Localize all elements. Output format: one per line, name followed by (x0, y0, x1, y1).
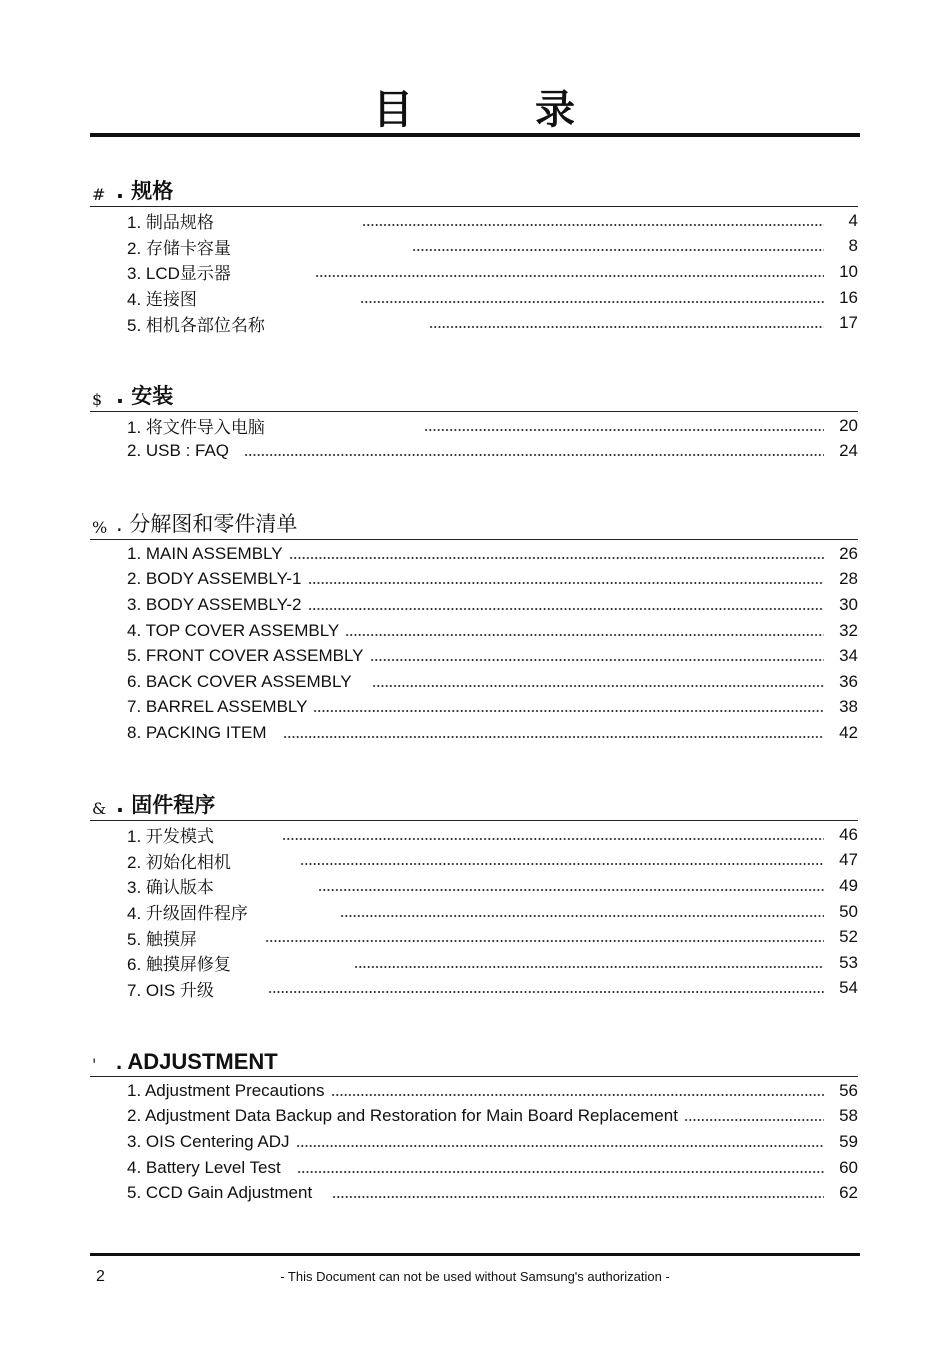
section-title: . 分解图和零件清单 (116, 512, 298, 536)
toc-leader-dots (345, 625, 824, 637)
section-specifications (90, 176, 858, 336)
toc-entry-page: 59 (839, 1131, 858, 1151)
toc-entry-page: 49 (839, 875, 858, 895)
toc-leader-dots (340, 906, 824, 918)
section-heading (90, 1046, 858, 1077)
toc-entry-label: 2. USB : FAQ (127, 441, 230, 461)
toc-entry[interactable] (90, 924, 858, 950)
toc-leader-dots (313, 701, 824, 713)
toc-entry[interactable] (90, 695, 858, 721)
toc-leader-dots (244, 445, 824, 457)
toc-entry-label: 5. 触摸屏 (127, 929, 197, 949)
section-firmware (90, 790, 858, 1001)
toc-entry[interactable] (90, 873, 858, 899)
page-number: 2 (96, 1268, 105, 1285)
toc-entry-page: 47 (839, 850, 858, 870)
footer-rule (90, 1253, 860, 1256)
toc-entry-page: 56 (839, 1080, 858, 1100)
toc-entry[interactable] (90, 439, 858, 465)
toc-entry-label: 1. MAIN ASSEMBLY (127, 543, 283, 563)
toc-leader-dots (684, 1110, 824, 1122)
toc-leader-dots (308, 573, 825, 585)
section-installation (90, 381, 858, 464)
toc-entry[interactable] (90, 899, 858, 925)
toc-leader-dots (332, 1187, 824, 1199)
toc-entry-page: 17 (839, 313, 858, 333)
toc-leader-dots (289, 548, 824, 560)
toc-entry-label: 5. FRONT COVER ASSEMBLY (127, 646, 364, 666)
section-heading (90, 509, 858, 540)
toc-entry[interactable] (90, 1129, 858, 1155)
toc-entry-page: 52 (839, 927, 858, 947)
toc-entry-page: 24 (839, 441, 858, 461)
toc-entry[interactable] (90, 310, 858, 336)
toc-entry-label: 2. Adjustment Data Backup and Restoration for Main Board Replacement (127, 1106, 678, 1126)
toc-entry-page: 60 (839, 1157, 858, 1177)
toc-entry-page: 30 (839, 594, 858, 614)
section-marker: # (92, 185, 106, 204)
toc-entry-label: 1. Adjustment Precautions (127, 1080, 325, 1100)
toc-entry[interactable] (90, 208, 858, 234)
toc-entry[interactable] (90, 976, 858, 1002)
toc-entry[interactable] (90, 1180, 858, 1206)
toc-leader-dots (429, 317, 824, 329)
toc-entry-label: 2. BODY ASSEMBLY-1 (127, 569, 302, 589)
section-title: . 安装 (116, 384, 174, 408)
section-title: . 固件程序 (116, 793, 216, 817)
page-title-char-1: 目 (373, 87, 415, 133)
toc-leader-dots (265, 931, 824, 943)
page-title (0, 78, 950, 135)
toc-leader-dots (296, 1136, 824, 1148)
section-exploded-view (90, 509, 858, 746)
toc-leader-dots (370, 650, 825, 662)
section-marker: & (92, 799, 107, 818)
toc-entry-label: 4. 升级固件程序 (127, 904, 248, 924)
toc-entry[interactable] (90, 618, 858, 644)
toc-entry-label: 4. Battery Level Test (127, 1157, 281, 1177)
toc-entry-page: 62 (839, 1183, 858, 1203)
toc-entry-page: 20 (839, 415, 858, 435)
section-heading (90, 176, 858, 207)
toc-entry[interactable] (90, 541, 858, 567)
toc-entry[interactable] (90, 592, 858, 618)
toc-entry-page: 26 (839, 543, 858, 563)
toc-entry-page: 38 (839, 697, 858, 717)
toc-entry[interactable] (90, 234, 858, 260)
toc-entry-page: 10 (839, 261, 858, 281)
toc-leader-dots (362, 215, 824, 227)
toc-entry[interactable] (90, 413, 858, 439)
toc-entry-label: 3. OIS Centering ADJ (127, 1131, 290, 1151)
toc-entry-label: 6. BACK COVER ASSEMBLY (127, 671, 352, 691)
toc-entry-label: 7. OIS 升级 (127, 980, 214, 1000)
toc-entry-label: 3. BODY ASSEMBLY-2 (127, 594, 302, 614)
section-adjustment (90, 1046, 858, 1206)
toc-entry[interactable] (90, 848, 858, 874)
toc-leader-dots (354, 957, 824, 969)
toc-entry-page: 8 (848, 236, 858, 256)
toc-leader-dots (331, 1085, 824, 1097)
toc-entry-label: 3. LCD显示器 (127, 264, 231, 284)
title-rule (90, 133, 860, 137)
toc-entry[interactable] (90, 1155, 858, 1181)
toc-entry-label: 6. 触摸屏修复 (127, 955, 231, 975)
toc-leader-dots (360, 292, 824, 304)
toc-entry-page: 28 (839, 569, 858, 589)
toc-leader-dots (318, 880, 824, 892)
toc-entry-label: 2. 初始化相机 (127, 852, 231, 872)
footer-note: - This Document can not be used without Samsung's authorization - (280, 1269, 670, 1284)
toc-entry[interactable] (90, 720, 858, 746)
toc-entry-page: 54 (839, 978, 858, 998)
section-heading (90, 381, 858, 412)
section-marker: % (92, 518, 108, 537)
toc-entry-label: 4. 连接图 (127, 290, 197, 310)
toc-entry-page: 32 (839, 620, 858, 640)
section-title: . 规格 (116, 179, 174, 203)
toc-leader-dots (297, 1162, 824, 1174)
section-marker: ' (92, 1055, 97, 1074)
toc-entry-page: 16 (839, 287, 858, 307)
toc-entry-label: 4. TOP COVER ASSEMBLY (127, 620, 340, 640)
toc-entry[interactable] (90, 822, 858, 848)
toc-leader-dots (283, 727, 825, 739)
toc-entry-label: 3. 确认版本 (127, 878, 214, 898)
toc-entry[interactable] (90, 669, 858, 695)
toc-entry-page: 4 (848, 210, 858, 230)
toc-entry-page: 36 (839, 671, 858, 691)
toc-leader-dots (315, 266, 824, 278)
toc-entry-page: 34 (839, 646, 858, 666)
toc-entry-page: 53 (839, 952, 858, 972)
section-heading (90, 790, 858, 821)
toc-entry-label: 5. CCD Gain Adjustment (127, 1183, 313, 1203)
toc-entry-label: 7. BARREL ASSEMBLY (127, 697, 308, 717)
toc-entry-page: 42 (839, 722, 858, 742)
toc-entry[interactable] (90, 1078, 858, 1104)
toc-leader-dots (412, 240, 824, 252)
toc-entry-label: 1. 制品规格 (127, 213, 214, 233)
toc-leader-dots (300, 854, 824, 866)
toc-leader-dots (424, 420, 824, 432)
toc-entry[interactable] (90, 643, 858, 669)
page-title-char-2: 录 (535, 87, 577, 133)
toc-leader-dots (282, 829, 824, 841)
toc-entry[interactable] (90, 1104, 858, 1130)
toc-entry[interactable] (90, 285, 858, 311)
toc-entry[interactable] (90, 259, 858, 285)
toc-leader-dots (308, 599, 825, 611)
toc-entry-page: 50 (839, 901, 858, 921)
toc-entry[interactable] (90, 950, 858, 976)
toc-entry-page: 58 (839, 1106, 858, 1126)
toc-entry-label: 1. 开发模式 (127, 827, 214, 847)
toc-entry-label: 1. 将文件导入电脑 (127, 418, 265, 438)
toc-entry-label: 8. PACKING ITEM (127, 722, 267, 742)
toc-leader-dots (268, 982, 824, 994)
section-marker: $ (92, 390, 103, 409)
toc-entry-label: 2. 存储卡容量 (127, 238, 231, 258)
section-title: . ADJUSTMENT (116, 1049, 278, 1074)
toc-leader-dots (372, 676, 824, 688)
toc-entry[interactable] (90, 567, 858, 593)
toc-entry-label: 5. 相机各部位名称 (127, 315, 265, 335)
toc-entry-page: 46 (839, 824, 858, 844)
